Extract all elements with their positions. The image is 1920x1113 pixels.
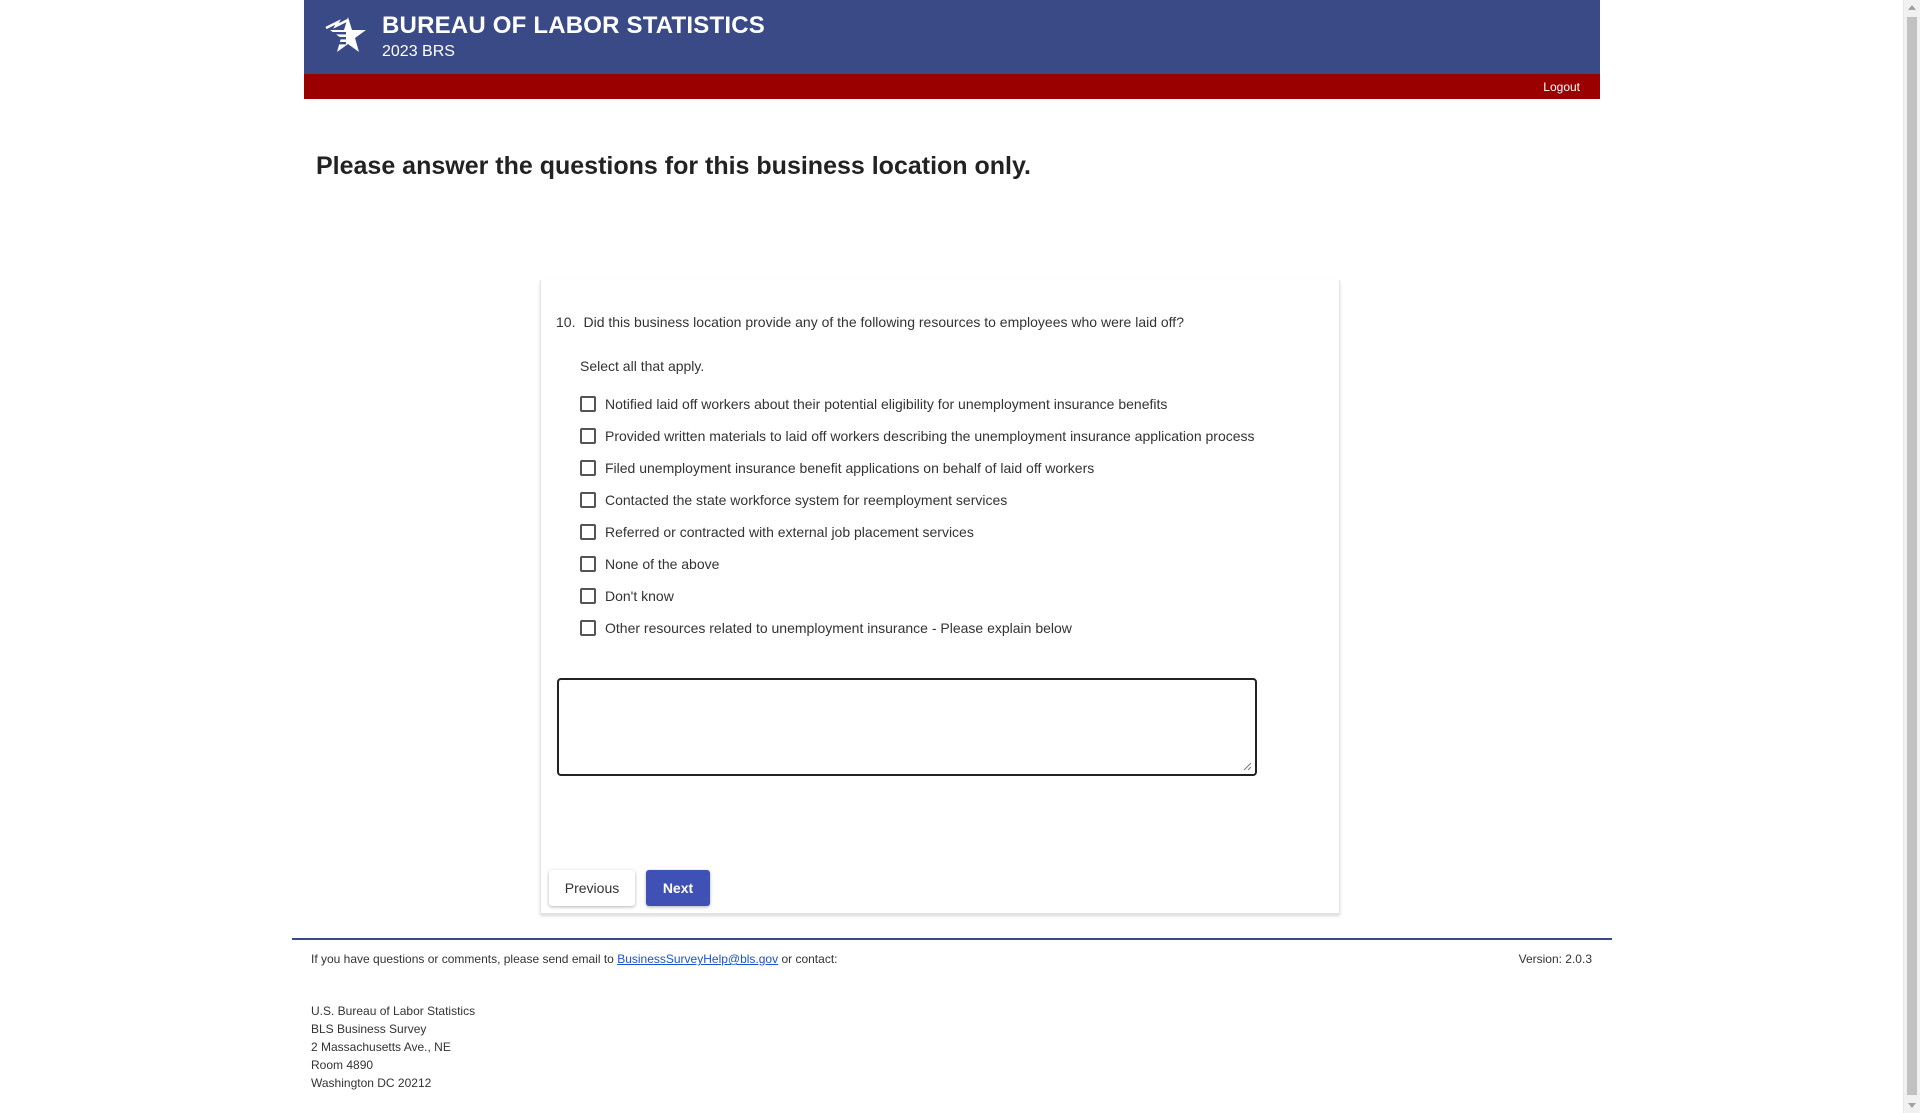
option-label: Other resources related to unemployment insurance - Please explain below (605, 620, 1072, 636)
page-scrollbar[interactable] (1903, 0, 1920, 1113)
checkbox[interactable] (580, 428, 596, 444)
option-dont-know[interactable] (580, 580, 1255, 612)
options-list (580, 388, 1255, 644)
option-none-of-above[interactable] (580, 548, 1255, 580)
option-filed-applications[interactable] (580, 452, 1255, 484)
option-label: Notified laid off workers about their potential eligibility for unemployment insurance benefits (605, 396, 1168, 412)
option-label: None of the above (605, 556, 720, 572)
checkbox[interactable] (580, 556, 596, 572)
checkbox[interactable] (580, 620, 596, 636)
header-banner (304, 0, 1600, 74)
question-instruction: Select all that apply. (580, 358, 705, 374)
bls-star-logo-icon (324, 14, 368, 58)
question-text (556, 314, 1184, 330)
app-version: Version: 2.0.3 (1518, 952, 1592, 966)
previous-button[interactable]: Previous (549, 870, 635, 906)
address-line: BLS Business Survey (311, 1022, 427, 1036)
address-line: Washington DC 20212 (311, 1076, 432, 1090)
checkbox[interactable] (580, 524, 596, 540)
option-other-resources[interactable] (580, 612, 1255, 644)
option-label: Filed unemployment insurance benefit applications on behalf of laid off workers (605, 460, 1095, 476)
contact-prefix: If you have questions or comments, please send email to (311, 952, 614, 966)
mailing-address (311, 1002, 475, 1092)
address-line: Room 4890 (311, 1058, 374, 1072)
site-header (304, 0, 1600, 99)
checkbox[interactable] (580, 396, 596, 412)
option-state-workforce[interactable] (580, 484, 1255, 516)
contact-suffix: or contact: (781, 952, 838, 966)
survey-subtitle: 2023 BRS (382, 43, 455, 60)
option-label: Referred or contracted with external job placement services (605, 524, 974, 540)
scrollbar-thumb[interactable] (1907, 17, 1917, 1095)
org-title: BUREAU OF LABOR STATISTICS (382, 12, 765, 39)
resize-handle-icon[interactable] (1243, 762, 1252, 771)
site-footer (292, 938, 1612, 1090)
support-email-link[interactable]: BusinessSurveyHelp@bls.gov (617, 952, 779, 966)
checkbox[interactable] (580, 588, 596, 604)
logout-link[interactable]: Logout (1543, 80, 1580, 94)
header-redbar (304, 74, 1600, 99)
checkbox[interactable] (580, 492, 596, 508)
option-label: Don't know (605, 588, 674, 604)
option-job-placement[interactable] (580, 516, 1255, 548)
option-notified-eligibility[interactable] (580, 388, 1255, 420)
contact-line (311, 952, 837, 966)
scroll-up-icon[interactable] (1908, 5, 1916, 10)
option-written-materials[interactable] (580, 420, 1255, 452)
option-label: Contacted the state workforce system for reemployment services (605, 492, 1008, 508)
question-card (540, 280, 1340, 914)
explain-textarea[interactable] (557, 678, 1257, 776)
next-button[interactable]: Next (646, 870, 710, 906)
address-line: 2 Massachusetts Ave., NE (311, 1040, 451, 1054)
address-line: U.S. Bureau of Labor Statistics (311, 1004, 476, 1018)
question-number: 10. (556, 314, 576, 330)
page-title: Please answer the questions for this business location only. (316, 152, 1031, 180)
option-label: Provided written materials to laid off workers describing the unemployment insurance application process (605, 428, 1255, 444)
question-label: Did this business location provide any of the following resources to employees who were laid off? (583, 314, 1184, 330)
footer-divider (292, 938, 1612, 940)
scroll-down-icon[interactable] (1908, 1103, 1916, 1108)
checkbox[interactable] (580, 460, 596, 476)
